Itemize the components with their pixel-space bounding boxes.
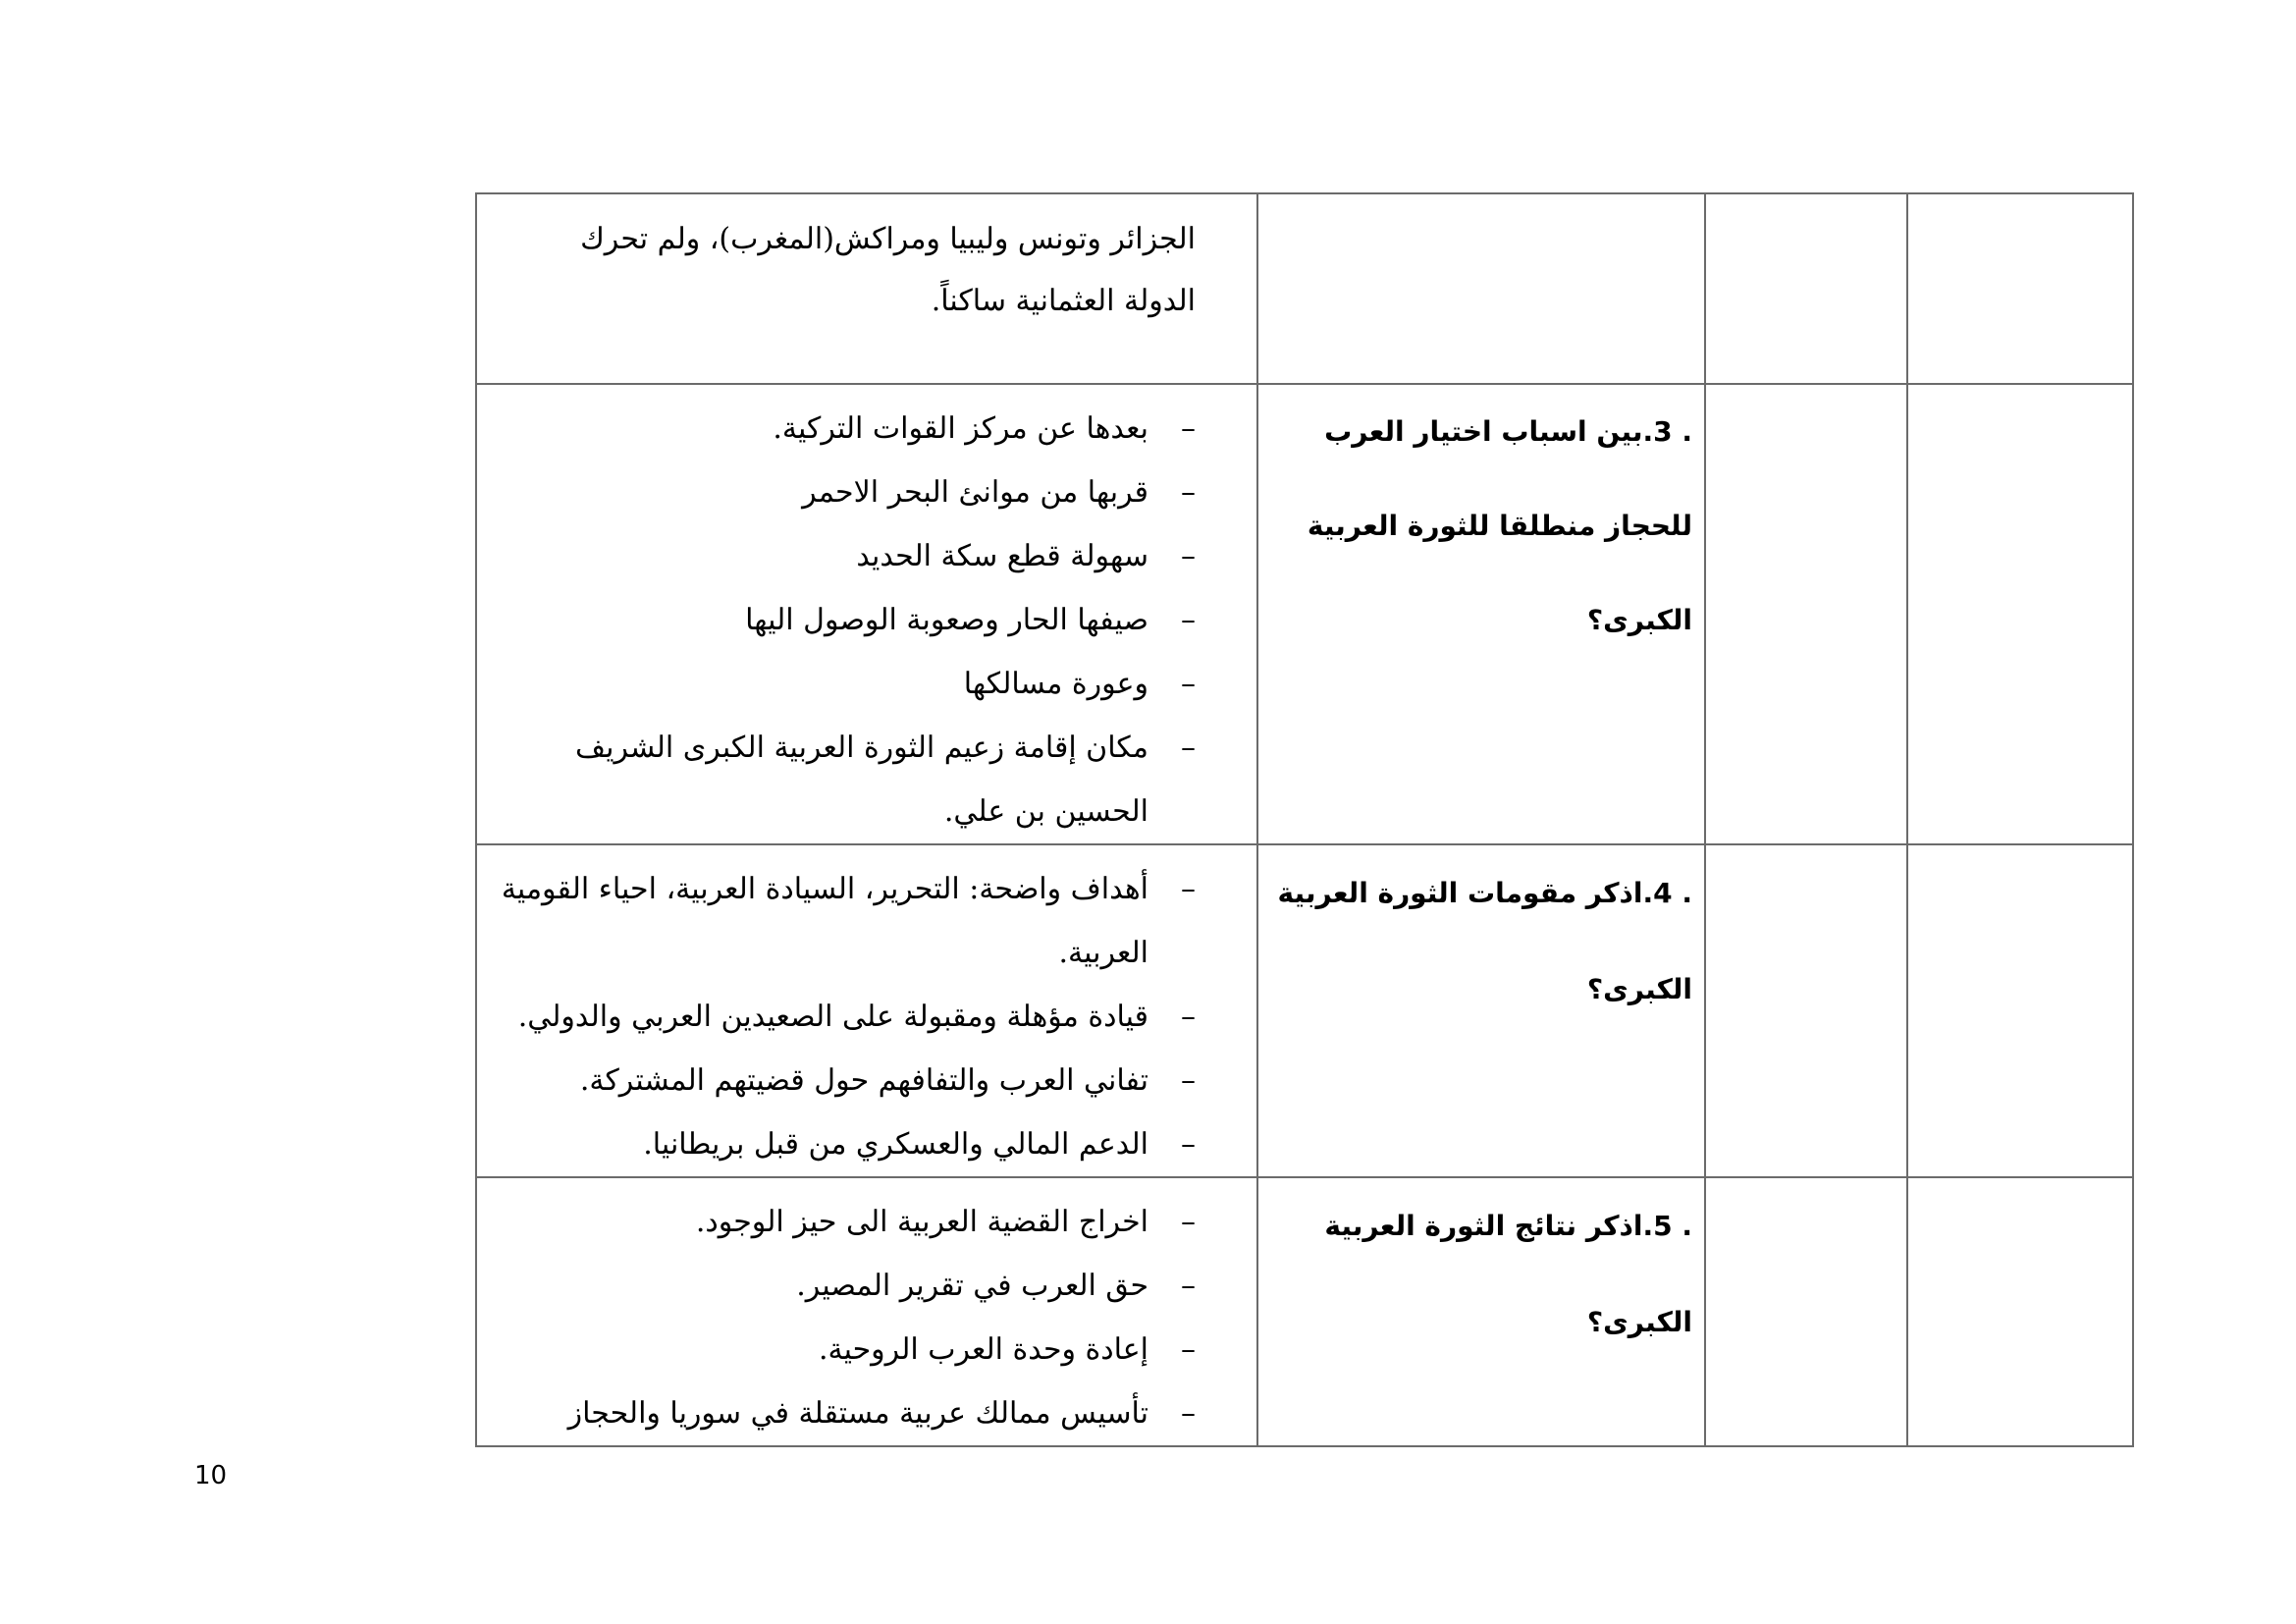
question-text: . 3.بين اسباب اختيار العرب للحجاز منطلقا للثورة العربية الكبرى؟	[1307, 415, 1692, 636]
dash-bullet: –	[1181, 1000, 1196, 1034]
answer-list	[477, 385, 1256, 843]
dash-bullet: –	[1181, 603, 1196, 637]
empty-cell	[1907, 193, 2133, 384]
answer-item: – إعادة وحدة العرب الروحية.	[497, 1318, 1196, 1381]
answer-list	[477, 845, 1256, 1176]
dash-bullet: –	[1181, 411, 1196, 446]
dash-bullet: –	[1181, 475, 1196, 510]
dash-bullet: –	[1181, 1127, 1196, 1162]
answer-item: – قربها من موانئ البحر الاحمر	[497, 460, 1196, 524]
dash-bullet: –	[1181, 539, 1196, 573]
answer-item: – أهداف واضحة: التحرير، السيادة العربية، احياء القومية العربية.	[497, 857, 1196, 985]
question-cell	[1257, 844, 1705, 1177]
table-row	[476, 193, 2133, 384]
table-row	[476, 384, 2133, 844]
answer-item: – صيفها الحار وصعوبة الوصول اليها	[497, 588, 1196, 652]
dash-bullet: –	[1181, 1205, 1196, 1239]
answer-cell	[476, 1177, 1257, 1446]
answer-list	[477, 1178, 1256, 1445]
empty-cell	[1907, 384, 2133, 844]
answer-item: – اخراج القضية العربية الى حيز الوجود.	[497, 1190, 1196, 1254]
answer-item: – وعورة مسالكها	[497, 652, 1196, 716]
continued-answer-text: الجزائر وتونس وليبيا ومراكش(المغرب)، ولم تحرك الدولة العثمانية ساكناً.	[580, 222, 1196, 318]
dash-bullet: –	[1181, 872, 1196, 906]
table-row	[476, 1177, 2133, 1446]
questions-table	[475, 192, 2134, 1447]
empty-cell	[1705, 384, 1907, 844]
answer-cell	[476, 384, 1257, 844]
question-cell	[1257, 384, 1705, 844]
answer-item: – تفاني العرب والتفافهم حول قضيتهم المشتركة.	[497, 1049, 1196, 1112]
answer-item: – الدعم المالي والعسكري من قبل بريطانيا.	[497, 1112, 1196, 1176]
table-row	[476, 844, 2133, 1177]
dash-bullet: –	[1181, 1063, 1196, 1098]
dash-bullet: –	[1181, 1396, 1196, 1431]
empty-cell	[1705, 844, 1907, 1177]
question-cell	[1257, 193, 1705, 384]
dash-bullet: –	[1181, 731, 1196, 765]
dash-bullet: –	[1181, 1269, 1196, 1303]
empty-cell	[1907, 844, 2133, 1177]
answer-item: – حق العرب في تقرير المصير.	[497, 1254, 1196, 1318]
question-text: . 4.اذكر مقومات الثورة العربية الكبرى؟	[1277, 877, 1692, 1005]
dash-bullet: –	[1181, 667, 1196, 701]
dash-bullet: –	[1181, 1332, 1196, 1367]
question-text: . 5.اذكر نتائج الثورة العربية الكبرى؟	[1324, 1210, 1692, 1338]
answer-cell	[476, 844, 1257, 1177]
answer-item: – سهولة قطع سكة الحديد	[497, 524, 1196, 588]
answer-item: – قيادة مؤهلة ومقبولة على الصعيدين العربي والدولي.	[497, 985, 1196, 1049]
answer-cell	[476, 193, 1257, 384]
question-cell	[1257, 1177, 1705, 1446]
answer-item: – مكان إقامة زعيم الثورة العربية الكبرى الشريف الحسين بن علي.	[497, 716, 1196, 843]
page-number: 10	[194, 1461, 228, 1490]
empty-cell	[1907, 1177, 2133, 1446]
empty-cell	[1705, 1177, 1907, 1446]
answer-item: – بعدها عن مركز القوات التركية.	[497, 397, 1196, 460]
empty-cell	[1705, 193, 1907, 384]
answer-item: – تأسيس ممالك عربية مستقلة في سوريا والحجاز	[497, 1381, 1196, 1445]
